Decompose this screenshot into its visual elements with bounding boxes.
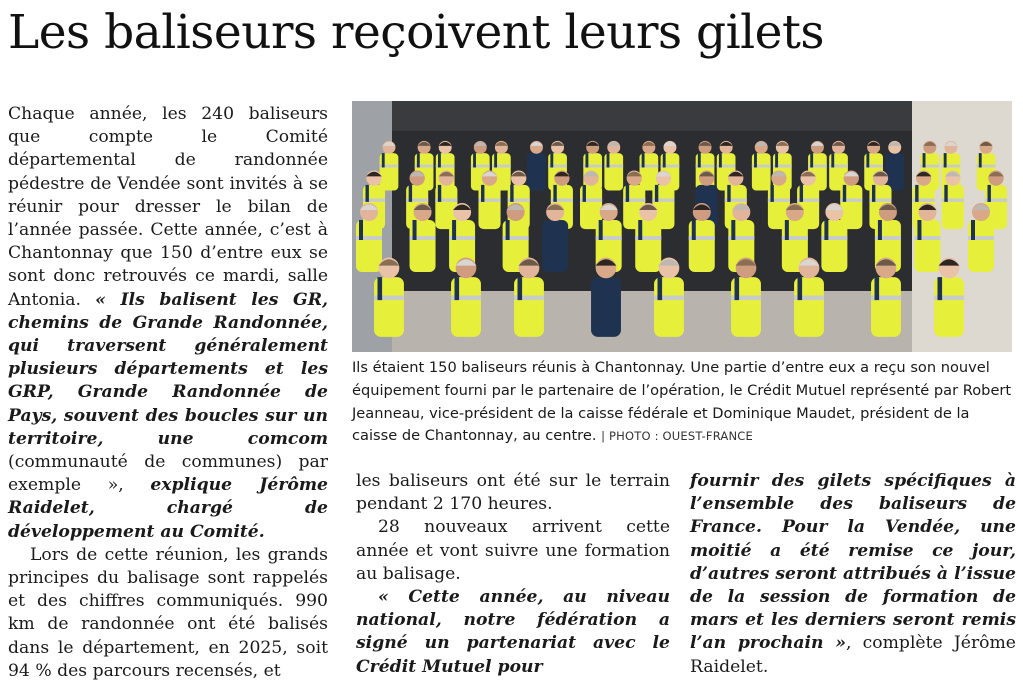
person-vest [542, 220, 568, 272]
vest-strap [988, 185, 991, 202]
vest-strap [473, 153, 476, 167]
intro-text: Chaque année, les 240 baliseurs que compte le Comité départemental de randonnée pédestre de Vendée sont invités à se réunir pour dresser le bilan de l’année passée. Cette année, c’est à Chantonnay que 150 d’entre eux se sont donc retrouvés ce mardi, salle Antonia. [8, 104, 328, 310]
vest-strap [413, 220, 417, 240]
vest-strap [518, 277, 523, 300]
vest-strap [583, 185, 586, 202]
vest-strap [663, 153, 666, 167]
vest-strap [452, 220, 456, 240]
quote-partnership-start: « Cette année, au niveau national, notre fédération a signé un partenariat avec le Crédit Mutuel pour [356, 587, 670, 677]
vest-strap [599, 220, 603, 240]
vest-strap [607, 153, 610, 167]
vest-strap [775, 153, 778, 167]
vest-strap [785, 220, 789, 240]
paragraph-newcomers: 28 nouveaux arrivent cette année et vont suivre une formation au balisage. [356, 517, 670, 584]
vest-strap [735, 277, 740, 300]
quote-parenthetical: (communauté de communes) par exemple », [8, 452, 328, 496]
vest-strap [800, 185, 803, 202]
article-column-3 [690, 470, 1016, 679]
vest-strap [642, 153, 645, 167]
vest-strap [810, 153, 813, 167]
vest-strap [944, 185, 947, 202]
vest-strap [510, 185, 513, 202]
article-column-2 [356, 470, 670, 679]
group-photo [352, 101, 1012, 352]
vest-strap [698, 153, 701, 167]
caption-text: Ils étaient 150 baliseurs réunis à Chantonnay. Une partie d’entre eux a reçu son nouvel équipement fourni par le partenaire de l’opération, le Crédit Mutuel représenté par Robert Jeanneau, vice-président de la caisse fédérale et Dominique Maudet, président de la caisse de Chantonnay, au centre. [352, 359, 1012, 445]
quote-attribution: explique Jérôme Raidelet, chargé de développement au Comité. [8, 475, 328, 542]
quote-partnership-end: fournir des gilets spécifiques à l’ensemble des baliseurs de France. Pour la Vendée, une moitié a été remise ce jour, d’autres seront attribués à l’issue de la session de formation de mars et les derniers seront remis l’an prochain » [690, 471, 1016, 654]
person-vest [527, 153, 546, 190]
vest-strap [366, 185, 369, 202]
closing-attribution: , complète Jérôme Raidelet. [690, 633, 1016, 677]
vest-strap [409, 185, 412, 202]
vest-strap [438, 185, 441, 202]
vest-strap [494, 153, 497, 167]
vest-strap [798, 277, 803, 300]
vest-strap [638, 220, 642, 240]
paragraph-partnership-end [690, 470, 1016, 679]
vest-strap [915, 185, 918, 202]
vest-strap [692, 220, 696, 240]
vest-strap [553, 185, 556, 202]
vest-strap [655, 185, 658, 202]
vest-strap [831, 153, 834, 167]
vest-strap [417, 153, 420, 167]
vest-strap [727, 185, 730, 202]
vest-strap [481, 185, 484, 202]
article-column-1 [8, 103, 328, 683]
vest-strap [878, 220, 882, 240]
vest-strap [378, 277, 383, 300]
vest-strap [382, 153, 385, 167]
paragraph-hours: les baliseurs ont été sur le terrain pendant 2 170 heures. [356, 471, 670, 515]
article-headline: Les baliseurs reçoivent leurs gilets [8, 5, 824, 60]
vest-strap [944, 153, 947, 167]
vest-strap [550, 153, 553, 167]
vest-strap [770, 185, 773, 202]
vest-strap [754, 153, 757, 167]
vest-strap [866, 153, 869, 167]
person-vest [885, 153, 904, 190]
quote-raidelet: « Ils balisent les GR, chemins de Grande Randonnée, qui traversent généralement plusieurs départements et les GRP, Grande Randonnée de Pays, souvent des boucles sur un territoire, une comcom [8, 289, 328, 449]
vest-strap [626, 185, 629, 202]
vest-strap [872, 185, 875, 202]
person-vest [591, 277, 621, 337]
vest-strap [923, 153, 926, 167]
vest-strap [979, 153, 982, 167]
vest-strap [824, 220, 828, 240]
vest-strap [359, 220, 363, 240]
photo-credit: | PHOTO : OUEST-FRANCE [601, 429, 753, 444]
photo-caption [352, 357, 1016, 448]
vest-strap [843, 185, 846, 202]
vest-strap [917, 220, 921, 240]
paragraph-figures: Lors de cette réunion, les grands principes du balisage sont rappelés et des chiffres communiqués. 990 km de randonnée ont été balisés dans le département, en 2025, soit 94 % des parcours recensés, et [8, 544, 328, 681]
vest-strap [719, 153, 722, 167]
vest-strap [455, 277, 460, 300]
vest-strap [971, 220, 975, 240]
vest-strap [438, 153, 441, 167]
vest-strap [875, 277, 880, 300]
vest-strap [938, 277, 943, 300]
vest-strap [658, 277, 663, 300]
paragraph-intro [8, 103, 328, 544]
vest-strap [585, 153, 588, 167]
vest-strap [731, 220, 735, 240]
vest-strap [506, 220, 510, 240]
